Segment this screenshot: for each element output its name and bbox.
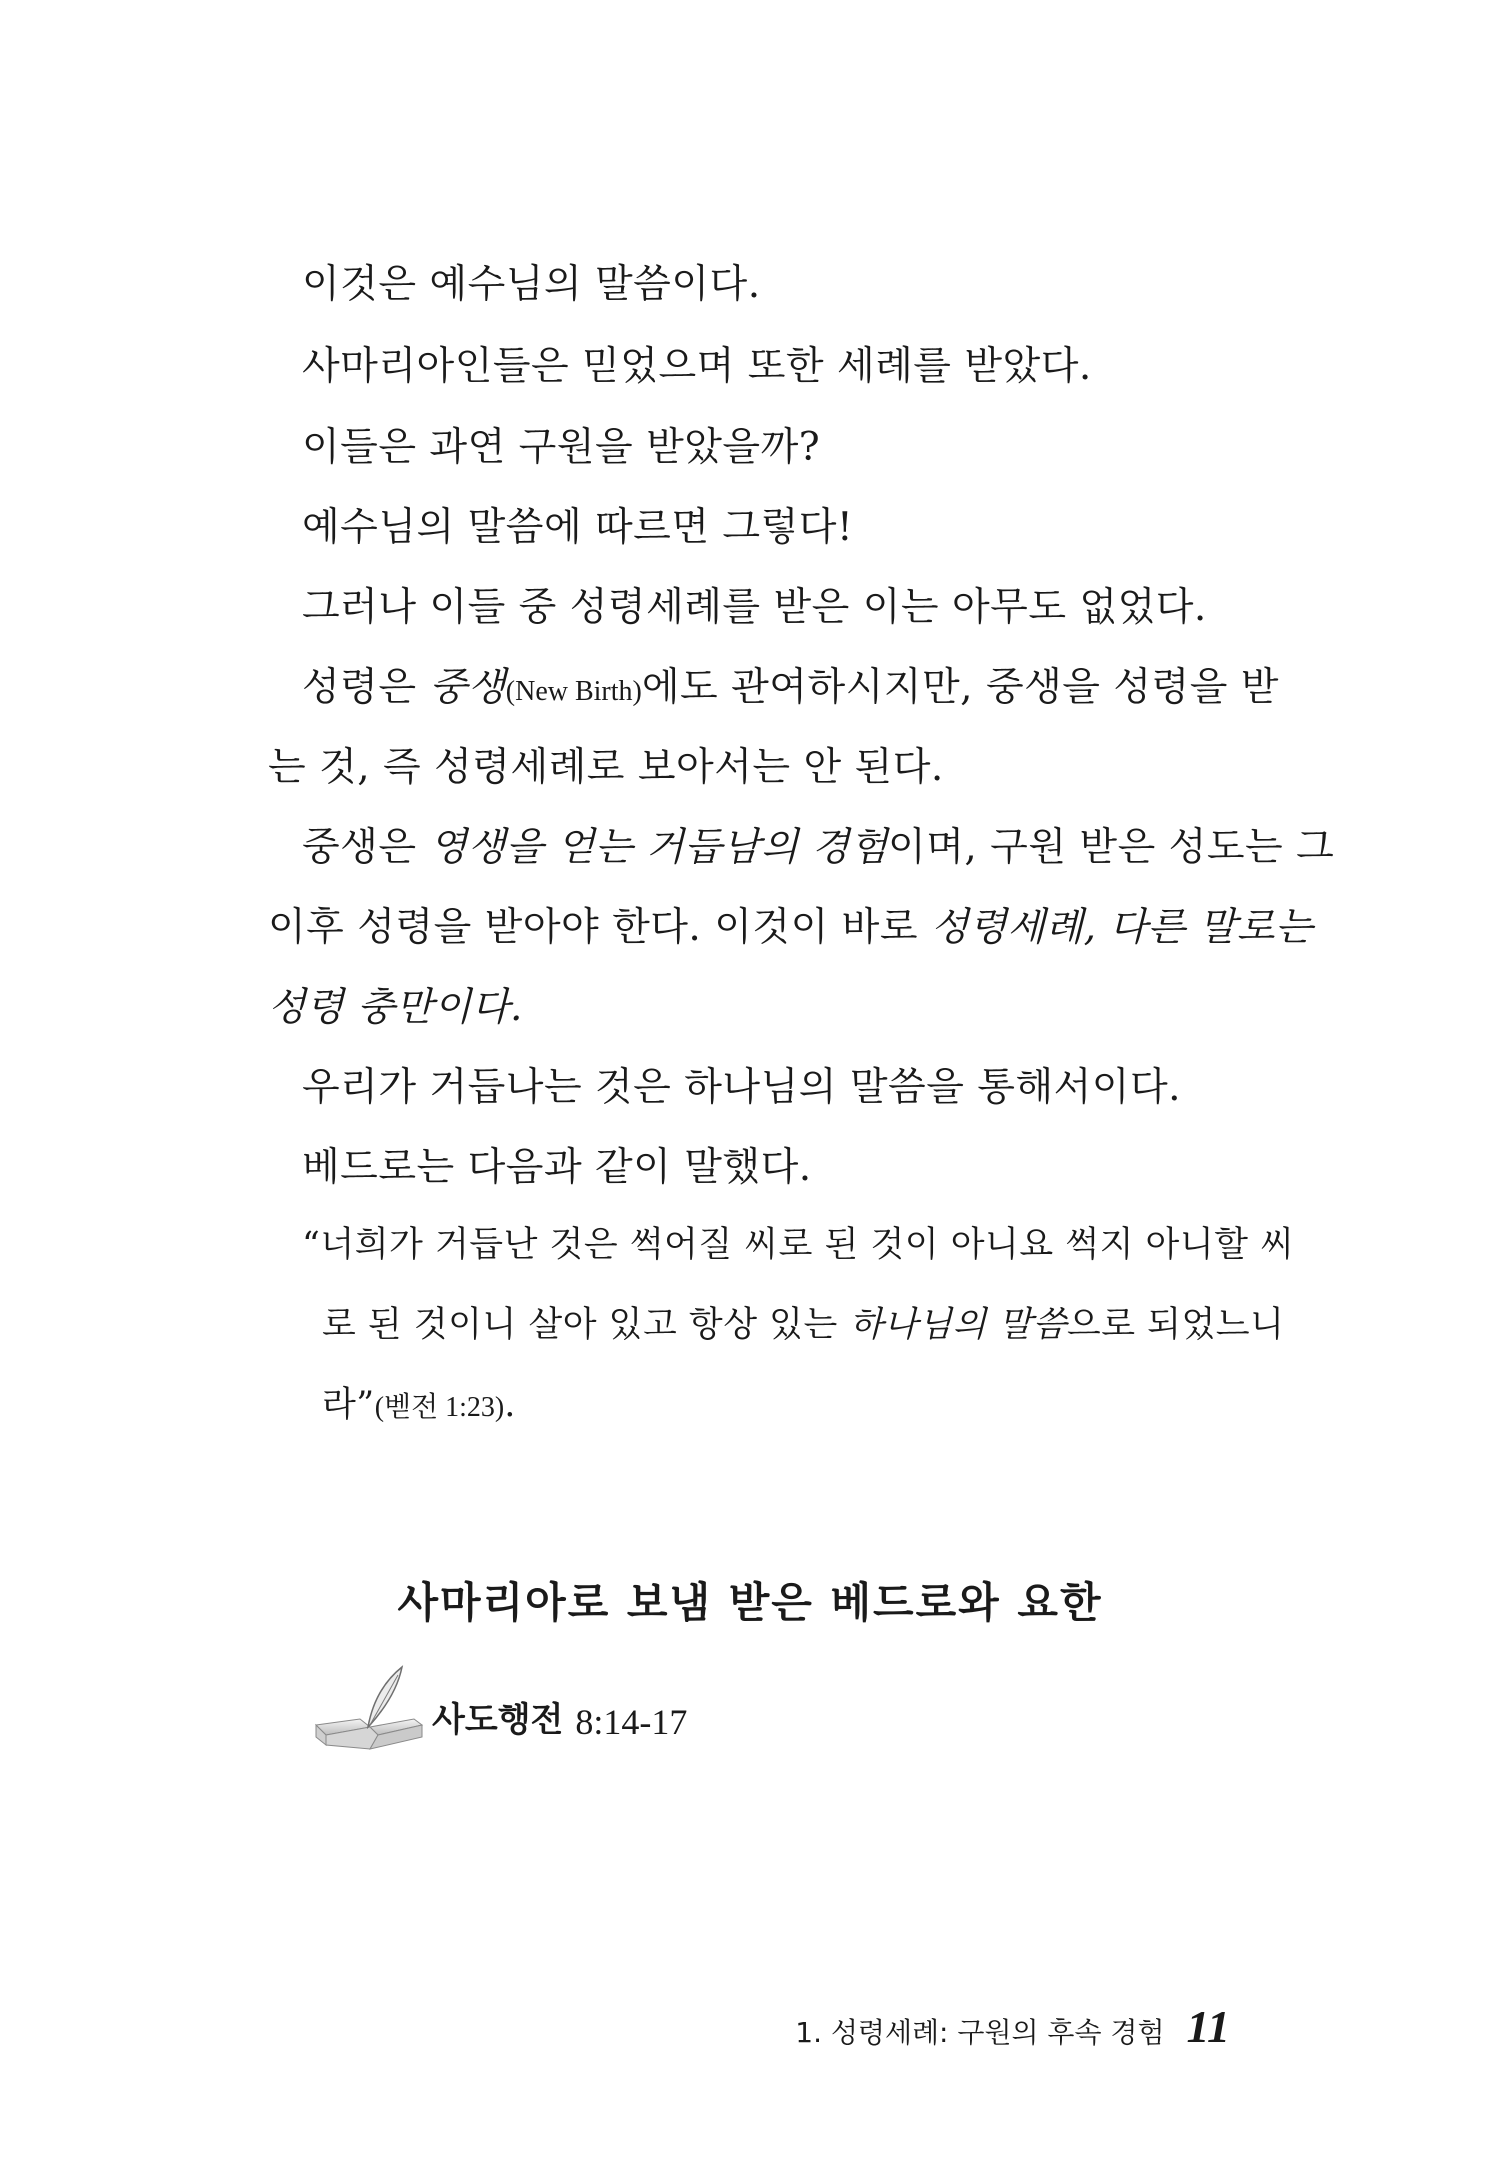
paragraph-line [302,665,1279,710]
page-number: 11 [1186,2001,1230,2052]
paragraph-line: 이들은 과연 구원을 받았을까? [302,425,821,470]
paragraph-line: 는 것, 즉 성령세례로 보아서는 안 된다. [268,745,944,790]
paragraph-line: 이것은 예수님의 말씀이다. [302,262,761,307]
scripture-book: 사도행전 [432,1700,564,1740]
scripture-verses: 8:14-17 [575,1702,688,1742]
emphasis-text: 중생 [429,665,506,710]
text-span: 이후 성령을 받아야 한다. 이것이 바로 [268,905,931,950]
quote-line [322,1305,1285,1345]
section-heading: 사마리아로 보냄 받은 베드로와 요한 [397,1578,1103,1627]
paragraph-line: 사마리아인들은 믿었으며 또한 세례를 받았다. [302,344,1092,389]
paragraph-line [302,825,1335,870]
emphasis-text: 성령 충만이다. [268,985,523,1030]
text-span: 성령은 [302,665,430,710]
text-span: 으로 되었느니 [1066,1305,1285,1345]
quote-line [322,1385,516,1425]
text-span: 에도 관여하시지만, 중생을 성령을 받 [641,665,1279,710]
text-span: 로 된 것이니 살아 있고 항상 있는 [322,1305,850,1345]
text-span: 중생은 [302,825,430,870]
paragraph-line [268,985,523,1030]
text-span: . [504,1385,516,1425]
emphasis-text: 성령세례, 다른 말로는 [930,905,1314,950]
emphasis-text: 하나님의 말씀 [849,1305,1067,1345]
text-span: 이며, 구원 받은 성도는 그 [888,825,1335,870]
english-term: (New Birth) [505,676,642,707]
open-book-with-quill-icon [310,1665,428,1755]
paragraph-line: 그러나 이들 중 성령세례를 받은 이는 아무도 없었다. [302,585,1207,630]
citation: (벧전 1:23) [374,1392,505,1423]
paragraph-line: 예수님의 말씀에 따르면 그렇다! [302,505,854,550]
paragraph-line: 베드로는 다음과 같이 말했다. [302,1145,812,1190]
page-footer [795,2000,1230,2053]
paragraph-line [268,905,1314,950]
emphasis-text: 영생을 얻는 거듭남의 경험 [429,825,889,870]
scripture-reference [310,1665,687,1755]
quote-line: “너희가 거듭난 것은 썩어질 씨로 된 것이 아니요 썩지 아니할 씨 [302,1225,1295,1265]
chapter-title: 1. 성령세례: 구원의 후속 경험 [795,2016,1165,2049]
paragraph-line: 우리가 거듭나는 것은 하나님의 말씀을 통해서이다. [302,1065,1182,1110]
text-span: 라” [322,1385,375,1425]
